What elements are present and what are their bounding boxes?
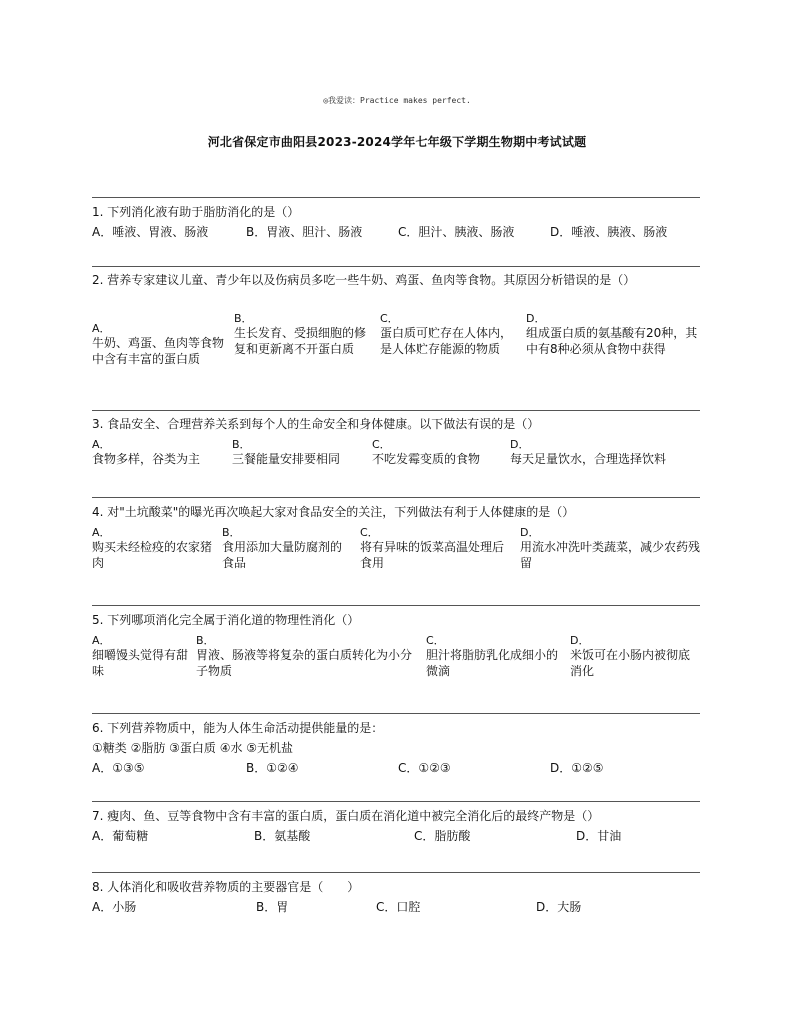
question-stem: 5. 下列哪项消化完全属于消化道的物理性消化（）	[92, 613, 360, 627]
option-text: 用流水冲洗叶类蔬菜，减少农药残留	[520, 540, 701, 570]
option-label: A．	[92, 322, 111, 335]
question-stem: 2. 营养专家建议儿童、青少年以及伤病员多吃一些牛奶、鸡蛋、鱼肉等食物。其原因分析错误的是（）	[92, 273, 636, 287]
section-divider	[92, 197, 700, 198]
option-text: 食物多样，谷类为主	[92, 452, 201, 466]
option-b[interactable]: B．氨基酸	[254, 829, 311, 843]
section-divider	[92, 497, 700, 498]
option-c[interactable]	[372, 438, 510, 467]
option-text: 牛奶、鸡蛋、鱼肉等食物中含有丰富的蛋白质	[92, 336, 225, 366]
option-d[interactable]: D．唾液、胰液、肠液	[550, 225, 668, 239]
option-label: C．	[372, 438, 391, 451]
option-a[interactable]	[92, 526, 218, 571]
option-label: B．	[234, 312, 253, 325]
question-1	[92, 202, 700, 242]
page-title: 河北省保定市曲阳县2023-2024学年七年级下学期生物期中考试试题	[207, 135, 587, 149]
option-b[interactable]	[232, 438, 370, 467]
option-text: 组成蛋白质的氨基酸有20种，其中有8种必须从食物中获得	[526, 326, 698, 356]
option-label: D．	[510, 438, 530, 451]
option-d[interactable]	[520, 526, 700, 571]
option-d[interactable]	[510, 438, 700, 467]
option-c[interactable]: C．脂肪酸	[414, 829, 471, 843]
section-divider	[92, 713, 700, 714]
option-c[interactable]: C．胆汁、胰液、肠液	[398, 225, 515, 239]
option-d[interactable]	[526, 312, 698, 357]
option-a[interactable]	[92, 634, 192, 679]
question-stem: 6. 下列营养物质中，能为人体生命活动提供能量的是：	[92, 721, 384, 735]
option-label: A．	[92, 438, 111, 451]
option-text: 蛋白质可贮存在人体内，是人体贮存能源的物质	[380, 326, 513, 356]
option-d[interactable]: D．大肠	[536, 900, 582, 914]
question-6	[92, 718, 700, 778]
option-c[interactable]	[380, 312, 520, 357]
section-divider	[92, 605, 700, 606]
option-label: B．	[232, 438, 251, 451]
option-label: B．	[196, 634, 215, 647]
option-d[interactable]	[570, 634, 700, 679]
option-a[interactable]: A．葡萄糖	[92, 829, 149, 843]
question-7	[92, 806, 700, 846]
option-b[interactable]: B．①②④	[246, 761, 299, 775]
option-label: C．	[426, 634, 445, 647]
section-divider	[92, 801, 700, 802]
option-b[interactable]	[222, 526, 352, 571]
option-b[interactable]: B．胃	[256, 900, 289, 914]
question-stem: 3. 食品安全、合理营养关系到每个人的生命安全和身体健康。以下做法有误的是（）	[92, 417, 540, 431]
option-c[interactable]	[426, 634, 566, 679]
question-3	[92, 414, 700, 434]
option-a[interactable]: A．唾液、胃液、肠液	[92, 225, 209, 239]
option-text: 米饭可在小肠内被彻底消化	[570, 648, 691, 678]
question-5	[92, 610, 700, 630]
option-d[interactable]: D．①②⑤	[550, 761, 604, 775]
question-stem: 4. 对"土坑酸菜"的曝光再次唤起大家对食品安全的关注，下列做法有利于人体健康的是（）	[92, 505, 575, 519]
option-text: 食用添加大量防腐剂的食品	[222, 540, 343, 570]
option-a[interactable]	[92, 322, 232, 367]
option-label: D．	[570, 634, 590, 647]
option-text: 三餐能量安排要相同	[232, 452, 341, 466]
option-b[interactable]	[196, 634, 418, 679]
option-text: 生长发育、受损细胞的修复和更新离不开蛋白质	[234, 326, 367, 356]
option-c[interactable]: C．口腔	[376, 900, 421, 914]
option-text: 购买未经检疫的农家猪肉	[92, 540, 213, 570]
option-label: A．	[92, 526, 111, 539]
option-label: D．	[526, 312, 546, 325]
option-d[interactable]: D．甘油	[576, 829, 622, 843]
option-text: 每天足量饮水，合理选择饮料	[510, 452, 667, 466]
page-header: ◎我爱读：Practice makes perfect.	[323, 96, 471, 105]
question-4	[92, 502, 700, 522]
question-2	[92, 272, 700, 289]
option-a[interactable]: A．①③⑤	[92, 761, 145, 775]
option-c[interactable]	[360, 526, 514, 571]
question-stem: 8. 人体消化和吸收营养物质的主要器官是（ ）	[92, 880, 360, 894]
option-text: 胃液、肠液等将复杂的蛋白质转化为小分子物质	[196, 648, 413, 678]
section-divider	[92, 872, 700, 873]
option-label: D．	[520, 526, 540, 539]
option-c[interactable]: C．①②③	[398, 761, 451, 775]
option-label: B．	[222, 526, 241, 539]
option-label: C．	[380, 312, 399, 325]
option-label: A．	[92, 634, 111, 647]
option-text: 不吃发霉变质的食物	[372, 452, 481, 466]
option-label: C．	[360, 526, 379, 539]
question-stem: 1. 下列消化液有助于脂肪消化的是（）	[92, 205, 300, 219]
option-text: 将有异味的饭菜高温处理后食用	[360, 540, 505, 570]
option-text: 胆汁将脂肪乳化成细小的微滴	[426, 648, 559, 678]
option-b[interactable]	[234, 312, 370, 357]
option-a[interactable]: A．小肠	[92, 900, 137, 914]
question-stem: 7. 瘦肉、鱼、豆等食物中含有丰富的蛋白质，蛋白质在消化道中被完全消化后的最终产物是（）	[92, 809, 600, 823]
question-items: ①糖类 ②脂肪 ③蛋白质 ④水 ⑤无机盐	[92, 741, 294, 755]
option-a[interactable]	[92, 438, 230, 467]
option-b[interactable]: B．胃液、胆汁、肠液	[246, 225, 363, 239]
section-divider	[92, 266, 700, 267]
section-divider	[92, 410, 700, 411]
question-8	[92, 877, 700, 917]
option-text: 细嚼馒头觉得有甜味	[92, 648, 189, 678]
